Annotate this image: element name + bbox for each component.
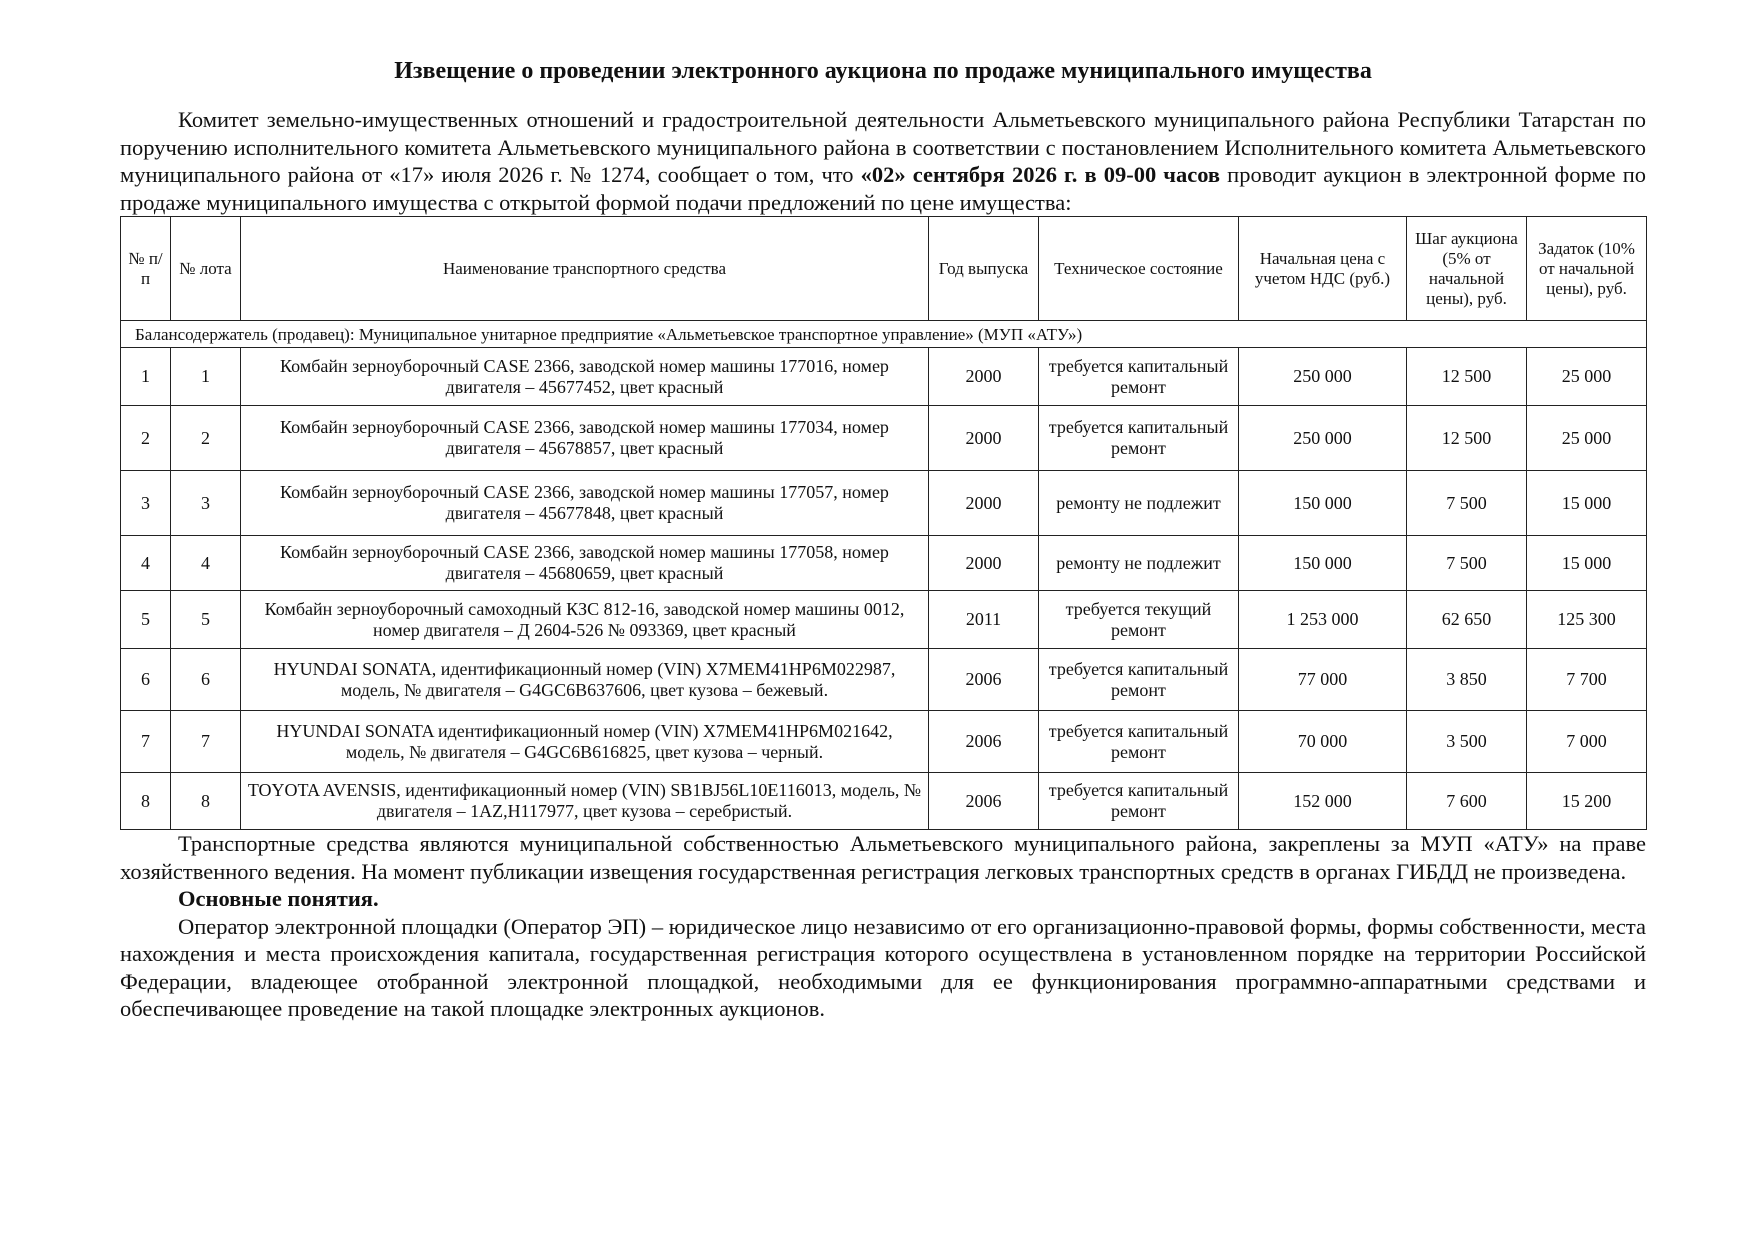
cell-name: TOYOTA AVENSIS, идентификационный номер (VIN) SB1BJ56L10E116013, модель, № двигателя – 1AZ,H117977, цвет кузова – серебристый. bbox=[241, 773, 929, 830]
operator-definition: Оператор электронной площадки (Оператор ЭП) – юридическое лицо независимо от его организационно-правовой формы, формы собственности, места нахождения и места происхождения капитала, государственная регистрация которого осуществлена в установленном порядке на территории Российской Федерации, владеющее отобранной электронной площадкой, необходимыми для ее функционирования программно-аппаратными средствами и обеспечивающее проведение на такой площадке электронных аукционов. bbox=[120, 913, 1646, 1021]
cell-step: 3 850 bbox=[1407, 649, 1527, 711]
intro-text-2: проводит аукцион в электронной форме по продаже муниципального имущества с открытой формой подачи предложений по цене имущества: bbox=[120, 162, 1646, 215]
cell-name: Комбайн зерноуборочный CASE 2366, заводской номер машины 177058, номер двигателя – 45680659, цвет красный bbox=[241, 536, 929, 591]
cell-deposit: 15 000 bbox=[1527, 536, 1647, 591]
lots-table bbox=[120, 216, 1647, 830]
cell-step: 7 500 bbox=[1407, 471, 1527, 536]
holder-row bbox=[121, 321, 1647, 348]
cell-lot: 7 bbox=[171, 711, 241, 773]
cell-condition: требуется капитальный ремонт bbox=[1039, 406, 1239, 471]
table-row bbox=[121, 591, 1647, 649]
cell-condition: требуется капитальный ремонт bbox=[1039, 348, 1239, 406]
intro-paragraph bbox=[120, 106, 1646, 216]
cell-name: Комбайн зерноуборочный CASE 2366, заводской номер машины 177034, номер двигателя – 45678857, цвет красный bbox=[241, 406, 929, 471]
cell-condition: требуется капитальный ремонт bbox=[1039, 711, 1239, 773]
intro-text-1: Комитет земельно-имущественных отношений и градостроительной деятельности Альметьевского муниципального района Республики Татарстан по поручению исполнительного комитета Альметьевского муниципального района в соответствии с постановлением Исполнительного комитета Альметьевского муниципального района от «17» июля 2026 г. № 1274, сообщает о том, что bbox=[120, 107, 1646, 187]
cell-condition: ремонту не подлежит bbox=[1039, 536, 1239, 591]
header-lot: № лота bbox=[171, 217, 241, 321]
cell-year: 2006 bbox=[929, 711, 1039, 773]
concepts-heading: Основные понятия. bbox=[178, 886, 379, 911]
header-name: Наименование транспортного средства bbox=[241, 217, 929, 321]
cell-year: 2000 bbox=[929, 348, 1039, 406]
table-row bbox=[121, 711, 1647, 773]
cell-step: 7 600 bbox=[1407, 773, 1527, 830]
cell-num: 5 bbox=[121, 591, 171, 649]
cell-year: 2011 bbox=[929, 591, 1039, 649]
cell-name: HYUNDAI SONATA, идентификационный номер (VIN) X7MEM41HP6M022987, модель, № двигателя – G4GC6B637606, цвет кузова – бежевый. bbox=[241, 649, 929, 711]
cell-name: Комбайн зерноуборочный самоходный КЗС 812-16, заводской номер машины 0012, номер двигателя – Д 2604-526 № 093369, цвет красный bbox=[241, 591, 929, 649]
header-year: Год выпуска bbox=[929, 217, 1039, 321]
auction-date: «02» сентября 2026 г. в 09-00 часов bbox=[860, 162, 1221, 187]
cell-price: 1 253 000 bbox=[1239, 591, 1407, 649]
cell-deposit: 25 000 bbox=[1527, 406, 1647, 471]
cell-price: 150 000 bbox=[1239, 536, 1407, 591]
table-row bbox=[121, 536, 1647, 591]
cell-num: 8 bbox=[121, 773, 171, 830]
cell-lot: 3 bbox=[171, 471, 241, 536]
table-row bbox=[121, 649, 1647, 711]
cell-num: 4 bbox=[121, 536, 171, 591]
cell-deposit: 15 200 bbox=[1527, 773, 1647, 830]
cell-condition: требуется капитальный ремонт bbox=[1039, 773, 1239, 830]
cell-num: 6 bbox=[121, 649, 171, 711]
cell-lot: 1 bbox=[171, 348, 241, 406]
cell-lot: 2 bbox=[171, 406, 241, 471]
cell-num: 7 bbox=[121, 711, 171, 773]
cell-year: 2006 bbox=[929, 649, 1039, 711]
header-num: № п/п bbox=[121, 217, 171, 321]
cell-name: Комбайн зерноуборочный CASE 2366, заводской номер машины 177016, номер двигателя – 45677452, цвет красный bbox=[241, 348, 929, 406]
cell-condition: требуется текущий ремонт bbox=[1039, 591, 1239, 649]
cell-year: 2000 bbox=[929, 536, 1039, 591]
cell-deposit: 15 000 bbox=[1527, 471, 1647, 536]
header-price: Начальная цена с учетом НДС (руб.) bbox=[1239, 217, 1407, 321]
header-deposit: Задаток (10% от начальной цены), руб. bbox=[1527, 217, 1647, 321]
cell-num: 2 bbox=[121, 406, 171, 471]
cell-step: 12 500 bbox=[1407, 348, 1527, 406]
table-row bbox=[121, 406, 1647, 471]
table-row bbox=[121, 773, 1647, 830]
cell-year: 2000 bbox=[929, 471, 1039, 536]
ownership-paragraph: Транспортные средства являются муниципальной собственностью Альметьевского муниципального района, закреплены за МУП «АТУ» на праве хозяйственного ведения. На момент публикации извещения государственная регистрация легковых транспортных средств в органах ГИБДД не произведена. bbox=[120, 831, 1646, 884]
cell-lot: 8 bbox=[171, 773, 241, 830]
cell-step: 12 500 bbox=[1407, 406, 1527, 471]
cell-deposit: 7 700 bbox=[1527, 649, 1647, 711]
cell-price: 152 000 bbox=[1239, 773, 1407, 830]
table-header-row bbox=[121, 217, 1647, 321]
cell-deposit: 7 000 bbox=[1527, 711, 1647, 773]
cell-lot: 5 bbox=[171, 591, 241, 649]
document-title: Извещение о проведении электронного аукциона по продаже муниципального имущества bbox=[394, 58, 1372, 84]
cell-condition: ремонту не подлежит bbox=[1039, 471, 1239, 536]
table-row bbox=[121, 348, 1647, 406]
cell-condition: требуется капитальный ремонт bbox=[1039, 649, 1239, 711]
cell-price: 70 000 bbox=[1239, 711, 1407, 773]
cell-step: 62 650 bbox=[1407, 591, 1527, 649]
cell-deposit: 25 000 bbox=[1527, 348, 1647, 406]
table-row bbox=[121, 471, 1647, 536]
holder-cell: Балансодержатель (продавец): Муниципальное унитарное предприятие «Альметьевское транспортное управление» (МУП «АТУ») bbox=[121, 321, 1647, 348]
cell-num: 1 bbox=[121, 348, 171, 406]
header-condition: Техническое состояние bbox=[1039, 217, 1239, 321]
cell-step: 7 500 bbox=[1407, 536, 1527, 591]
header-step: Шаг аукциона (5% от начальной цены), руб. bbox=[1407, 217, 1527, 321]
cell-name: Комбайн зерноуборочный CASE 2366, заводской номер машины 177057, номер двигателя – 45677848, цвет красный bbox=[241, 471, 929, 536]
cell-deposit: 125 300 bbox=[1527, 591, 1647, 649]
cell-year: 2006 bbox=[929, 773, 1039, 830]
cell-price: 250 000 bbox=[1239, 406, 1407, 471]
cell-step: 3 500 bbox=[1407, 711, 1527, 773]
document-page bbox=[120, 52, 1646, 1023]
cell-price: 77 000 bbox=[1239, 649, 1407, 711]
cell-year: 2000 bbox=[929, 406, 1039, 471]
cell-price: 150 000 bbox=[1239, 471, 1407, 536]
cell-num: 3 bbox=[121, 471, 171, 536]
cell-lot: 6 bbox=[171, 649, 241, 711]
cell-lot: 4 bbox=[171, 536, 241, 591]
cell-name: HYUNDAI SONATA идентификационный номер (VIN) X7MEM41HP6M021642, модель, № двигателя – G4GC6B616825, цвет кузова – черный. bbox=[241, 711, 929, 773]
cell-price: 250 000 bbox=[1239, 348, 1407, 406]
